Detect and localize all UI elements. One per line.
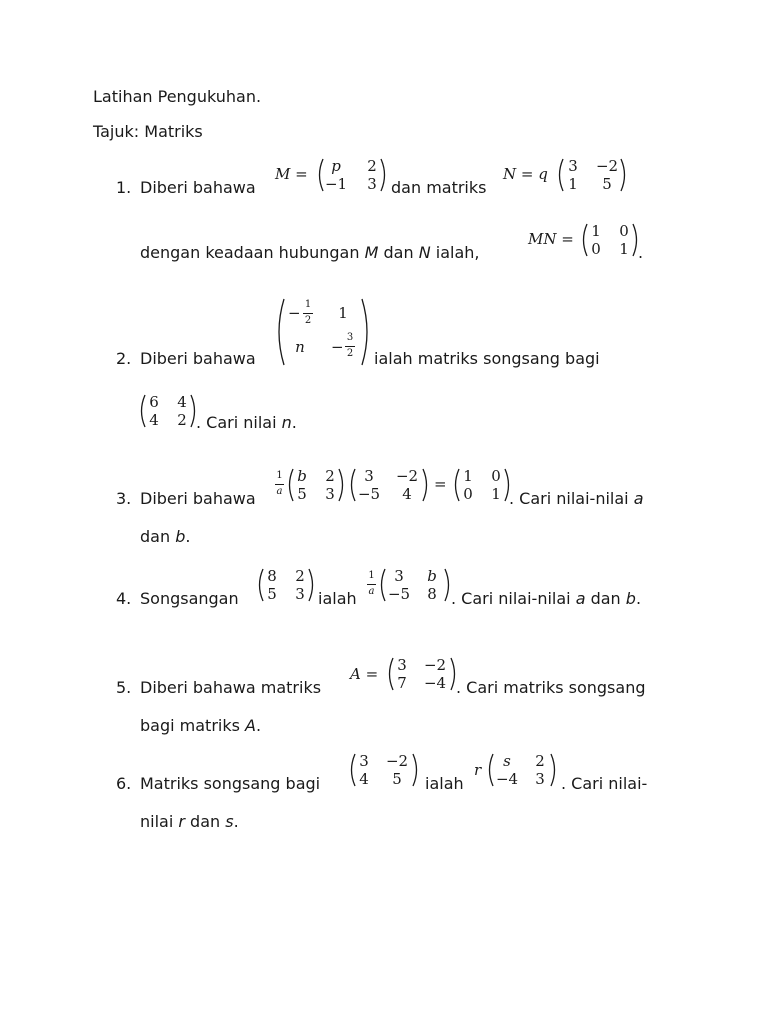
q6-m2-cell: 2	[535, 752, 545, 770]
q4-matrix-2	[378, 567, 452, 603]
q6-text: Matriks songsang bagi	[140, 774, 321, 793]
q5-a-cell: 3	[397, 656, 407, 674]
q4-m2-cell: 3	[394, 567, 404, 585]
q5-a-cell: −4	[423, 674, 447, 692]
q3-m3-cell: 0	[463, 485, 473, 503]
q1-ialah: ialah,	[435, 243, 480, 262]
q1-mn-cell: 1	[591, 222, 601, 240]
q1-text: Diberi bahawa	[140, 178, 256, 197]
q6-m1-cell: 3	[359, 752, 369, 770]
q5-var-a: A	[245, 716, 256, 735]
q2-a21: n	[295, 338, 305, 356]
q3-dan: dan	[140, 527, 171, 546]
q3-matrix-1	[286, 467, 346, 503]
q2-a11-sign: −	[288, 304, 301, 322]
q3-frac-num: 1	[276, 470, 283, 481]
q1-matrix-n	[556, 157, 628, 193]
q1-mn-cell: 0	[619, 222, 629, 240]
q6-ialah: ialah	[425, 774, 464, 793]
q3-m3-cell: 1	[463, 467, 473, 485]
q5-line2-text: bagi matriks	[140, 716, 240, 735]
q1-n-cell: 3	[568, 157, 578, 175]
q3-matrix-identity	[452, 467, 512, 503]
q5-period: .	[255, 716, 262, 735]
q2-b-cell: 2	[177, 411, 187, 429]
q1-n-cell: 1	[568, 175, 578, 193]
q1-number: 1.	[116, 178, 132, 197]
q6-m2-cell: s	[503, 752, 511, 770]
q5-a-cell: 7	[397, 674, 407, 692]
q2-cari-text: . Cari nilai	[196, 413, 277, 432]
q5-a-cell: −2	[423, 656, 447, 674]
q1-n-label: N = q	[503, 165, 548, 183]
q4-ialah: ialah	[318, 589, 357, 608]
q3-frac-den: a	[276, 486, 283, 497]
q3-number: 3.	[116, 489, 132, 508]
q6-dan: dan	[190, 812, 221, 831]
q6-r-label: r	[474, 761, 482, 779]
q4-m2-cell: −5	[387, 585, 411, 603]
q3-var-a: a	[633, 489, 644, 508]
q1-mn-cell: 0	[591, 240, 601, 258]
q2-line-2	[196, 415, 297, 431]
q2-a11-num: 1	[304, 299, 312, 310]
q3-m1-cell: 2	[325, 467, 335, 485]
q3-m2-cell: −5	[357, 485, 381, 503]
q1-period: .	[638, 243, 644, 262]
q2-b-cell: 4	[149, 411, 159, 429]
q3-equals: =	[434, 475, 447, 493]
q5-a-label: A =	[350, 665, 379, 683]
q6-var-r: r	[178, 812, 185, 831]
q1-mn-label: MN =	[528, 230, 574, 248]
q1-m-cell: 3	[367, 175, 377, 193]
q6-period: .	[233, 812, 239, 831]
q1-n-cell: −2	[595, 157, 619, 175]
q1-m-cell: 2	[367, 157, 377, 175]
q4-cari-text: . Cari nilai-nilai	[451, 589, 571, 608]
q4-m2-cell: b	[427, 567, 437, 585]
q1-text-2: dan matriks	[391, 178, 487, 197]
q2-a22-den: 2	[346, 348, 354, 359]
q3-m2-cell: −2	[395, 467, 419, 485]
q2-a12: 1	[338, 304, 348, 322]
q6-line-2	[140, 814, 239, 830]
q2-b-cell: 4	[177, 393, 187, 411]
q3-fraction-bar	[275, 484, 284, 485]
q1-m-cell: p	[331, 157, 341, 175]
q4-fraction-bar	[367, 584, 376, 585]
q4-matrix-1	[256, 567, 316, 603]
q6-line2-text: nilai	[140, 812, 174, 831]
q6-text-2: . Cari nilai-	[561, 774, 648, 793]
q1-m-cell: −1	[324, 175, 348, 193]
q3-text: Diberi bahawa	[140, 489, 256, 508]
q1-dan: dan	[383, 243, 414, 262]
q6-matrix-1	[348, 752, 420, 788]
q4-var-a: a	[575, 589, 586, 608]
q2-a22-num: 3	[346, 332, 354, 343]
q2-a11-den: 2	[304, 315, 312, 326]
q3-m3-cell: 1	[491, 485, 501, 503]
q2-a11-fraction-bar	[303, 313, 313, 314]
q5-line-2	[140, 718, 261, 734]
q1-m-label: M =	[275, 165, 308, 183]
page-heading: Latihan Pengukuhan.	[93, 87, 262, 106]
q3-m2-cell: 3	[364, 467, 374, 485]
q2-a22-sign: −	[331, 338, 344, 356]
q6-m2-cell: −4	[495, 770, 519, 788]
q2-b-cell: 6	[149, 393, 159, 411]
q2-text: Diberi bahawa	[140, 349, 256, 368]
q1-mn-cell: 1	[619, 240, 629, 258]
q6-number: 6.	[116, 774, 132, 793]
q2-text-2: ialah matriks songsang bagi	[374, 349, 600, 368]
q3-m3-cell: 0	[491, 467, 501, 485]
q4-m2-cell: 8	[427, 585, 437, 603]
q5-number: 5.	[116, 678, 132, 697]
topic-title: Tajuk: Matriks	[93, 122, 203, 141]
q2-var-n: n	[281, 413, 292, 432]
q4-text: Songsangan	[140, 589, 239, 608]
q3-period: .	[185, 527, 191, 546]
q4-m1-cell: 8	[267, 567, 277, 585]
q3-m2-cell: 4	[402, 485, 412, 503]
q3-m1-cell: 5	[297, 485, 307, 503]
q3-text-2	[509, 491, 644, 507]
q4-text-2	[451, 591, 641, 607]
q1-matrix-mn	[580, 222, 640, 258]
q6-m1-cell: −2	[385, 752, 409, 770]
q3-cari-text: . Cari nilai-nilai	[509, 489, 629, 508]
q1-matrix-m	[316, 157, 388, 193]
q4-period: .	[635, 589, 642, 608]
q6-m1-cell: 4	[359, 770, 369, 788]
q3-var-b: b	[175, 527, 186, 546]
q1-line-2	[140, 245, 479, 261]
q4-frac-den: a	[368, 586, 375, 597]
q4-var-b: b	[625, 589, 636, 608]
q4-number: 4.	[116, 589, 132, 608]
q3-m1-cell: b	[297, 467, 307, 485]
q1-var-n: N	[418, 243, 431, 262]
q5-matrix-a	[386, 656, 458, 692]
q4-dan: dan	[590, 589, 621, 608]
q2-number: 2.	[116, 349, 132, 368]
q2-matrix-b	[138, 393, 198, 429]
q6-var-s: s	[225, 812, 234, 831]
q1-line2-text: dengan keadaan hubungan	[140, 243, 360, 262]
q2-a22-fraction-bar	[345, 346, 355, 347]
q4-m1-cell: 3	[295, 585, 305, 603]
q1-var-m: M	[364, 243, 379, 262]
q4-m1-cell: 5	[267, 585, 277, 603]
q5-text: Diberi bahawa matriks	[140, 678, 322, 697]
q5-text-2: . Cari matriks songsang	[456, 678, 646, 697]
q2-matrix	[275, 297, 371, 367]
q6-m2-cell: 3	[535, 770, 545, 788]
q6-matrix-2	[486, 752, 558, 788]
q4-m1-cell: 2	[295, 567, 305, 585]
q3-matrix-2	[348, 467, 430, 503]
q1-n-cell: 5	[602, 175, 612, 193]
q3-m1-cell: 3	[325, 485, 335, 503]
q3-line-2	[140, 529, 190, 545]
q4-frac-num: 1	[368, 570, 375, 581]
q6-m1-cell: 5	[392, 770, 402, 788]
q2-period: .	[291, 413, 297, 432]
